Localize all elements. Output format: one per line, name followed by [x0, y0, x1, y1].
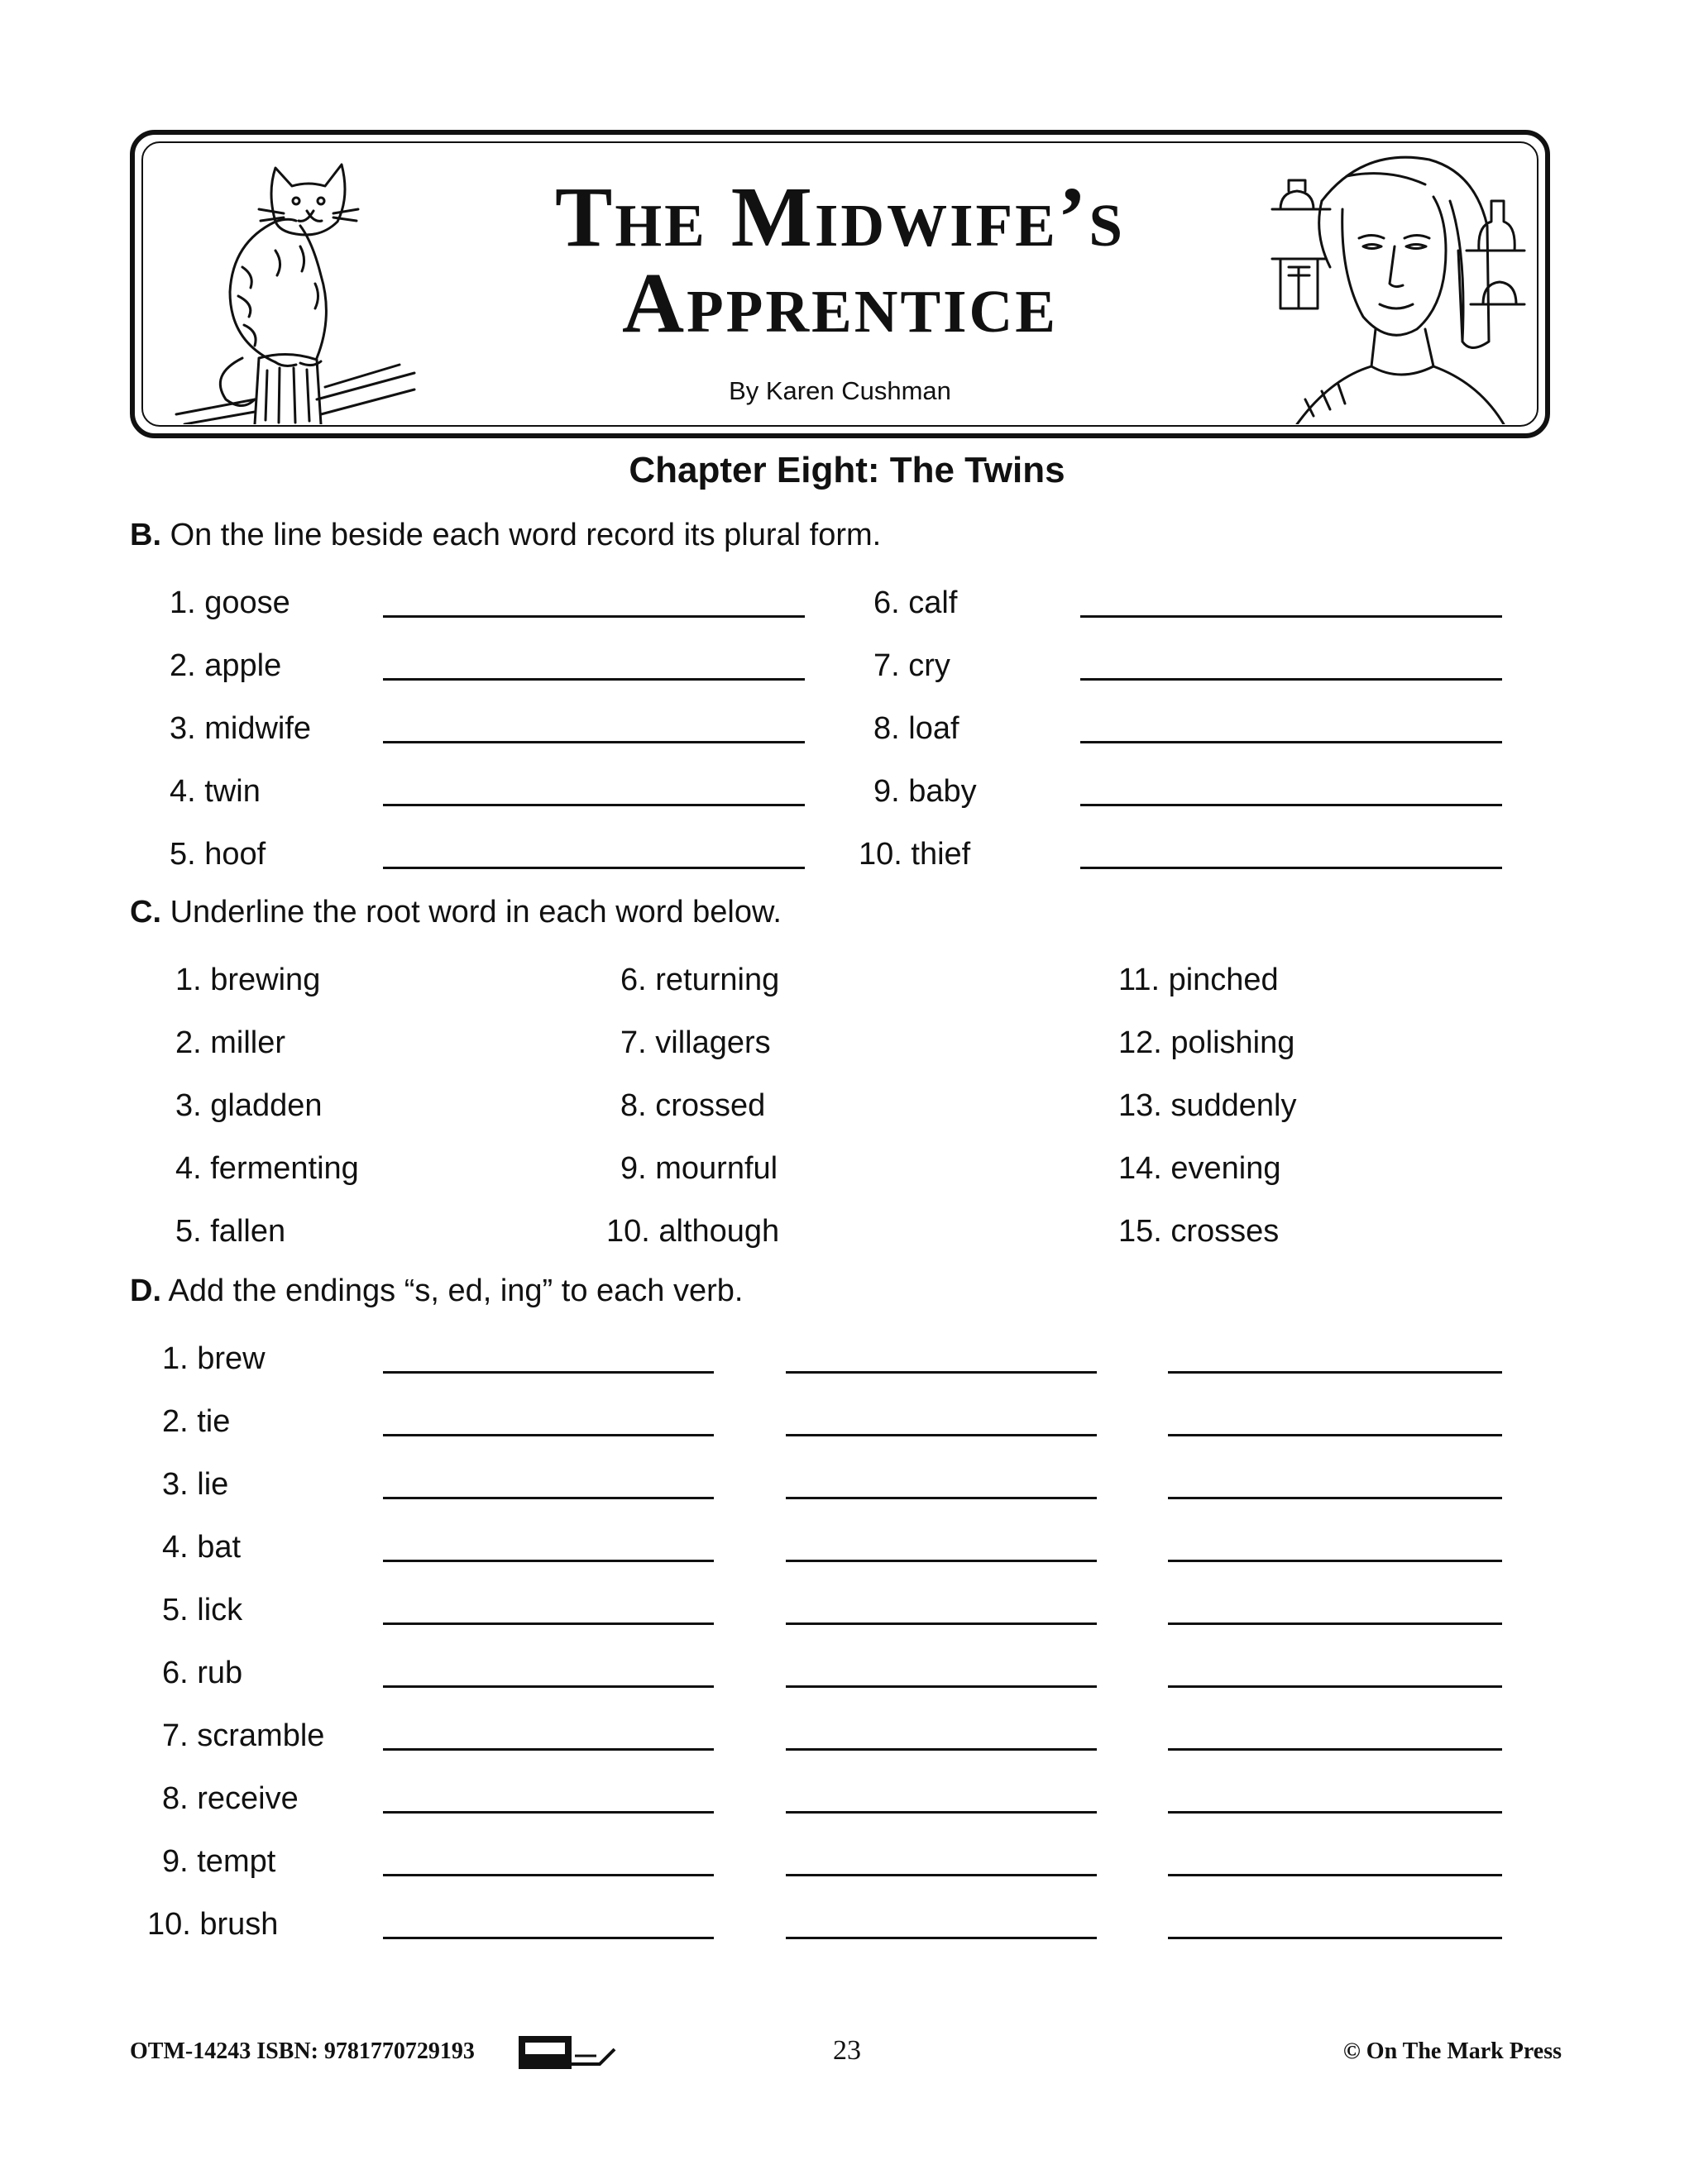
answer-line[interactable] [1080, 678, 1502, 681]
list-item: 2. apple [170, 648, 282, 683]
list-item: 9. baby [873, 774, 977, 809]
list-item: 3. lie [162, 1467, 229, 1502]
footer-code: OTM-14243 ISBN: 9781770729193 [130, 2038, 475, 2064]
list-item: 4. twin [170, 774, 261, 809]
list-item: 14. evening [1118, 1151, 1281, 1186]
list-item: 2. tie [162, 1404, 231, 1439]
answer-line[interactable] [786, 1685, 1097, 1688]
list-item: 7. scramble [162, 1718, 325, 1753]
list-item: 4. fermenting [175, 1151, 359, 1186]
answer-line[interactable] [383, 867, 805, 869]
answer-line[interactable] [1080, 741, 1502, 743]
list-item: 1. goose [170, 585, 290, 620]
list-item: 5. fallen [175, 1214, 286, 1249]
woman-illustration [1264, 151, 1529, 424]
list-item: 3. midwife [170, 711, 312, 746]
cat-illustration [151, 151, 416, 424]
answer-line[interactable] [383, 804, 805, 806]
section-b-text: On the line beside each word record its plural form. [170, 518, 882, 552]
list-item: 7. cry [873, 648, 950, 683]
answer-line[interactable] [383, 1685, 714, 1688]
section-d-instruction [130, 1274, 743, 1309]
answer-line[interactable] [383, 1371, 714, 1374]
answer-line[interactable] [786, 1560, 1097, 1562]
answer-line[interactable] [1168, 1874, 1502, 1876]
list-item: 6. rub [162, 1656, 243, 1690]
answer-line[interactable] [383, 741, 805, 743]
answer-line[interactable] [1168, 1560, 1502, 1562]
answer-line[interactable] [1080, 615, 1502, 618]
section-b-instruction [130, 518, 881, 553]
list-item: 6. returning [620, 963, 780, 997]
list-item: 7. villagers [620, 1025, 771, 1060]
answer-line[interactable] [1168, 1434, 1502, 1436]
answer-line[interactable] [786, 1371, 1097, 1374]
answer-line[interactable] [383, 1874, 714, 1876]
answer-line[interactable] [1168, 1748, 1502, 1751]
list-item: 1. brewing [175, 963, 321, 997]
answer-line[interactable] [383, 1434, 714, 1436]
answer-line[interactable] [383, 1560, 714, 1562]
list-item: 10. brush [147, 1907, 279, 1942]
book-title-line1: The Midwife’s [554, 170, 1126, 265]
answer-line[interactable] [383, 678, 805, 681]
answer-line[interactable] [383, 615, 805, 618]
section-c-instruction [130, 895, 782, 930]
list-item: 5. lick [162, 1593, 243, 1627]
answer-line[interactable] [1168, 1371, 1502, 1374]
list-item: 6. calf [873, 585, 958, 620]
list-item: 4. bat [162, 1530, 242, 1565]
answer-line[interactable] [383, 1811, 714, 1814]
list-item: 9. tempt [162, 1844, 276, 1879]
footer-copyright: © On The Mark Press [1342, 2038, 1562, 2064]
answer-line[interactable] [786, 1937, 1097, 1939]
answer-line[interactable] [383, 1937, 714, 1939]
answer-line[interactable] [1168, 1811, 1502, 1814]
page-number: 23 [833, 2035, 861, 2066]
answer-line[interactable] [383, 1497, 714, 1499]
answer-line[interactable] [1080, 804, 1502, 806]
answer-line[interactable] [786, 1434, 1097, 1436]
answer-line[interactable] [786, 1497, 1097, 1499]
answer-line[interactable] [1168, 1937, 1502, 1939]
answer-line[interactable] [1080, 867, 1502, 869]
list-item: 11. pinched [1118, 963, 1279, 997]
list-item: 3. gladden [175, 1088, 323, 1123]
title-banner [130, 130, 1550, 438]
answer-line[interactable] [786, 1811, 1097, 1814]
list-item: 15. crosses [1118, 1214, 1280, 1249]
section-c-text: Underline the root word in each word below. [170, 895, 782, 930]
list-item: 9. mournful [620, 1151, 778, 1186]
list-item: 8. loaf [873, 711, 959, 746]
list-item: 12. polishing [1118, 1025, 1295, 1060]
list-item: 2. miller [175, 1025, 286, 1060]
list-item: 8. receive [162, 1781, 299, 1816]
section-d-text: Add the endings “s, ed, ing” to each verb. [168, 1274, 744, 1308]
list-item: 10. although [606, 1214, 780, 1249]
list-item: 1. brew [162, 1341, 266, 1376]
answer-line[interactable] [1168, 1497, 1502, 1499]
section-b-letter: B. [130, 518, 161, 552]
list-item: 8. crossed [620, 1088, 766, 1123]
answer-line[interactable] [1168, 1622, 1502, 1625]
answer-line[interactable] [1168, 1685, 1502, 1688]
list-item: 5. hoof [170, 837, 266, 872]
book-title-line2: Apprentice [622, 256, 1058, 351]
answer-line[interactable] [383, 1748, 714, 1751]
list-item: 10. thief [859, 837, 971, 872]
list-item: 13. suddenly [1118, 1088, 1297, 1123]
answer-line[interactable] [383, 1622, 714, 1625]
answer-line[interactable] [786, 1748, 1097, 1751]
section-c-letter: C. [130, 895, 161, 930]
answer-line[interactable] [786, 1622, 1097, 1625]
chapter-title: Chapter Eight: The Twins [629, 450, 1065, 490]
author-byline: By Karen Cushman [729, 376, 951, 405]
answer-line[interactable] [786, 1874, 1097, 1876]
section-d-letter: D. [130, 1274, 161, 1308]
